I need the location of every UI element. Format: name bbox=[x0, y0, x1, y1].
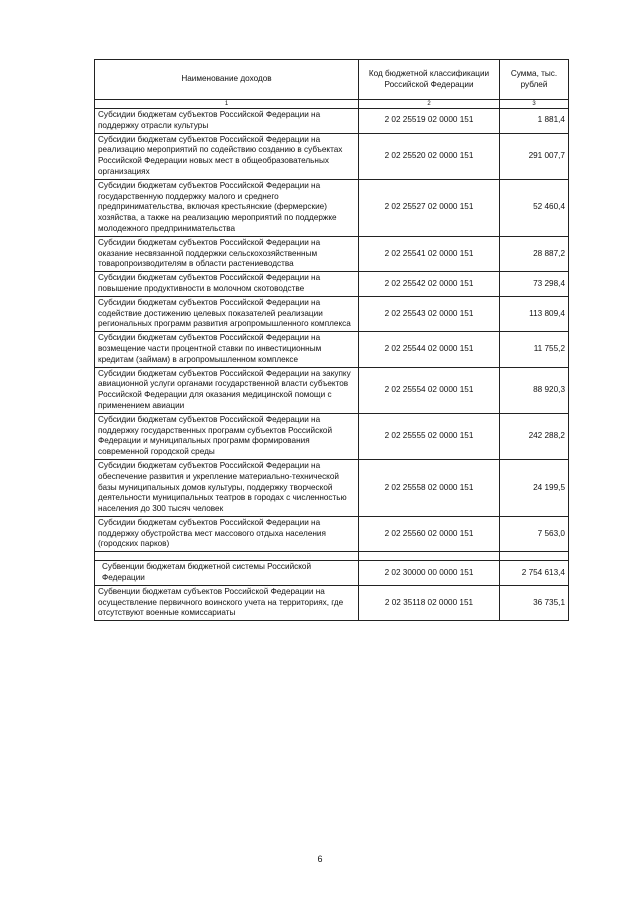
table-row bbox=[95, 413, 569, 459]
row-code: 2 02 25555 02 0000 151 bbox=[359, 413, 500, 459]
spacer-cell bbox=[359, 552, 500, 561]
row-sum: 11 755,2 bbox=[500, 332, 569, 367]
column-number-row bbox=[95, 100, 569, 109]
row-sum: 73 298,4 bbox=[500, 272, 569, 297]
spacer-row bbox=[95, 552, 569, 561]
row-sum: 36 735,1 bbox=[500, 585, 569, 620]
row-name: Субсидии бюджетам субъектов Российской Федерации на поддержку государственных программ субъектов Российской Федерации и муниципальных программ формирования современной городской среды bbox=[95, 413, 359, 459]
row-name: Субсидии бюджетам субъектов Российской Федерации на содействие достижению целевых показателей реализации региональных программ развития агропромышленного комплекса bbox=[95, 296, 359, 331]
revenue-table bbox=[94, 59, 569, 621]
header-code: Код бюджетной классификации Российской Федерации bbox=[359, 60, 500, 100]
table-row bbox=[95, 459, 569, 516]
row-sum: 7 563,0 bbox=[500, 516, 569, 551]
row-code: 2 02 30000 00 0000 151 bbox=[359, 561, 500, 586]
table-row-total bbox=[95, 561, 569, 586]
row-code: 2 02 25527 02 0000 151 bbox=[359, 179, 500, 236]
table-row bbox=[95, 585, 569, 620]
table-row bbox=[95, 296, 569, 331]
row-sum: 242 288,2 bbox=[500, 413, 569, 459]
row-code: 2 02 25544 02 0000 151 bbox=[359, 332, 500, 367]
table-row bbox=[95, 236, 569, 271]
row-sum: 1 881,4 bbox=[500, 109, 569, 134]
column-number: 1 bbox=[95, 100, 359, 109]
row-code: 2 02 35118 02 0000 151 bbox=[359, 585, 500, 620]
row-name: Субсидии бюджетам субъектов Российской Федерации на возмещение части процентной ставки по инвестиционным кредитам (займам) в агропромышленном комплексе bbox=[95, 332, 359, 367]
table-row bbox=[95, 332, 569, 367]
row-name: Субсидии бюджетам субъектов Российской Федерации на закупку авиационной услуги органами государственной власти субъектов Российской Федерации для оказания медицинской помощи с применением авиации bbox=[95, 367, 359, 413]
row-code: 2 02 25519 02 0000 151 bbox=[359, 109, 500, 134]
row-sum: 88 920,3 bbox=[500, 367, 569, 413]
row-sum: 52 460,4 bbox=[500, 179, 569, 236]
row-sum: 113 809,4 bbox=[500, 296, 569, 331]
table-row bbox=[95, 133, 569, 179]
row-sum: 2 754 613,4 bbox=[500, 561, 569, 586]
column-number: 3 bbox=[500, 100, 569, 109]
row-code: 2 02 25558 02 0000 151 bbox=[359, 459, 500, 516]
header-name: Наименование доходов bbox=[95, 60, 359, 100]
row-name: Субсидии бюджетам субъектов Российской Федерации на государственную поддержку малого и среднего предпринимательства, включая крестьянские (фермерские) хозяйства, а также на реализацию мероприятий по поддержке молодежного предпринимательства bbox=[95, 179, 359, 236]
row-name: Субсидии бюджетам субъектов Российской Федерации на реализацию мероприятий по содействию созданию в субъектах Российской Федерации новых мест в общеобразовательных организациях bbox=[95, 133, 359, 179]
table-row bbox=[95, 516, 569, 551]
table-row bbox=[95, 367, 569, 413]
row-code: 2 02 25554 02 0000 151 bbox=[359, 367, 500, 413]
table-row bbox=[95, 272, 569, 297]
row-code: 2 02 25520 02 0000 151 bbox=[359, 133, 500, 179]
table-header-row bbox=[95, 60, 569, 100]
row-name: Субсидии бюджетам субъектов Российской Федерации на поддержку обустройства мест массового отдыха населения (городских парков) bbox=[95, 516, 359, 551]
header-sum: Сумма, тыс. рублей bbox=[500, 60, 569, 100]
row-sum: 291 007,7 bbox=[500, 133, 569, 179]
row-sum: 28 887,2 bbox=[500, 236, 569, 271]
spacer-cell bbox=[95, 552, 359, 561]
column-number: 2 bbox=[359, 100, 500, 109]
row-name: Субсидии бюджетам субъектов Российской Федерации на обеспечение развития и укрепление материально-технической базы муниципальных домов культуры, поддержку творческой деятельности муниципальных театров в городах с численностью населения до 300 тысяч человек bbox=[95, 459, 359, 516]
row-name: Субвенции бюджетам бюджетной системы Российской Федерации bbox=[95, 561, 359, 586]
row-name: Субсидии бюджетам субъектов Российской Федерации на повышение продуктивности в молочном скотоводстве bbox=[95, 272, 359, 297]
row-name: Субсидии бюджетам субъектов Российской Федерации на поддержку отрасли культуры bbox=[95, 109, 359, 134]
row-code: 2 02 25541 02 0000 151 bbox=[359, 236, 500, 271]
row-name: Субвенции бюджетам субъектов Российской Федерации на осуществление первичного воинского учета на территориях, где отсутствуют военные комиссариаты bbox=[95, 585, 359, 620]
row-code: 2 02 25560 02 0000 151 bbox=[359, 516, 500, 551]
table-row bbox=[95, 109, 569, 134]
page-number: 6 bbox=[317, 854, 323, 864]
row-sum: 24 199,5 bbox=[500, 459, 569, 516]
table-row bbox=[95, 179, 569, 236]
spacer-cell bbox=[500, 552, 569, 561]
row-name: Субсидии бюджетам субъектов Российской Федерации на оказание несвязанной поддержки сельскохозяйственным товаропроизводителям в области растениеводства bbox=[95, 236, 359, 271]
row-code: 2 02 25543 02 0000 151 bbox=[359, 296, 500, 331]
row-code: 2 02 25542 02 0000 151 bbox=[359, 272, 500, 297]
